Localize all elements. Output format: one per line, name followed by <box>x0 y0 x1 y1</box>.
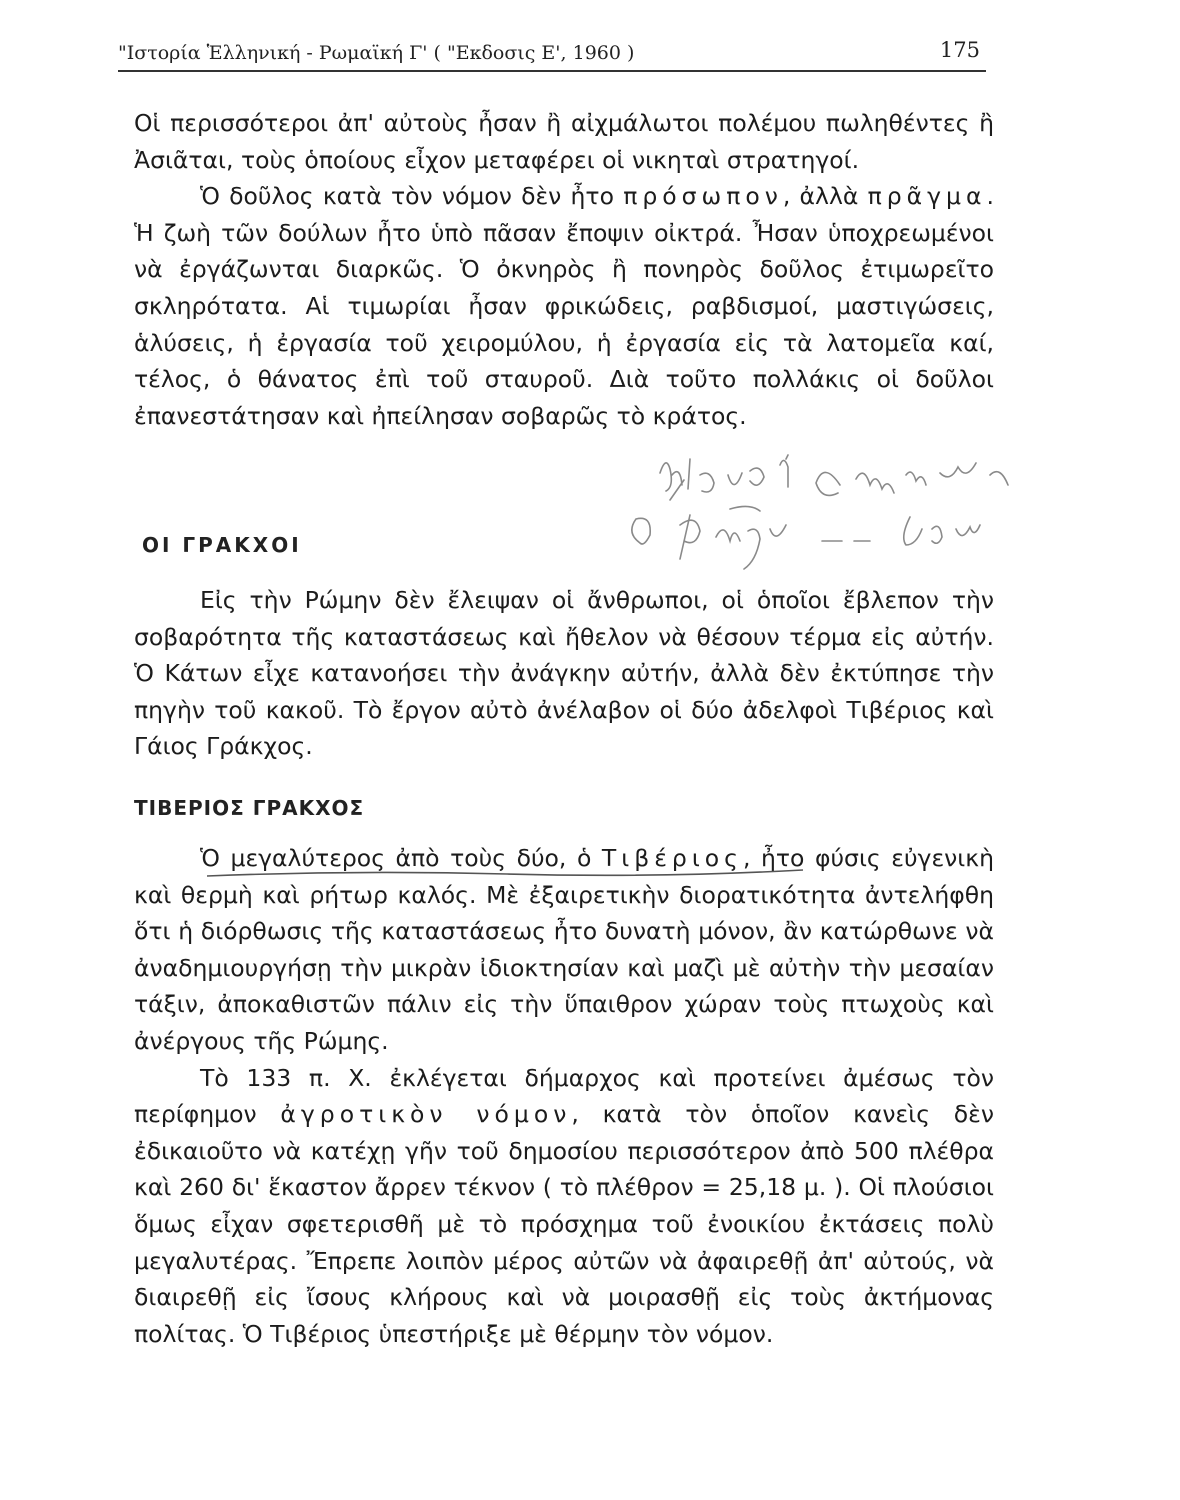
spaced-word-prosopon: πρόσωπον <box>623 182 783 211</box>
spaced-word-agrarian-law: ἀγροτικὸν νόμον <box>280 1100 572 1129</box>
paragraph-slave-condition: Ὁ δοῦλος κατὰ τὸν νόμον δὲν ἦτο πρόσωπον, ἀλλὰ πρᾶγμα. Ἡ ζωὴ τῶν δούλων ἦτο ὑπὸ πᾶσαν ἔποψιν οἰκτρά. Ἦσαν ὑποχρεωμένοι νὰ ἐργάζωνται διαρκῶς. Ὁ ὀκνηρὸς ἢ πονηρὸς δοῦλος ἐτιμωρεῖτο σκληρότατα. Αἱ τιμωρίαι ἦσαν φρικώδεις, ραβδισμοί, μαστιγώσεις, ἁλύσεις, ἡ ἐργασία τοῦ χειρομύλου, ἡ ἐργασία εἰς τὰ λατομεῖα καί, τέλος, ὁ θάνατος ἐπὶ τοῦ σταυροῦ. Διὰ τοῦτο πολλάκις οἱ δοῦλοι ἐπανεστάτησαν καὶ ἠπείλησαν σοβαρῶς τὸ κράτος. <box>134 182 994 430</box>
spaced-word-pragma: πρᾶγμα <box>867 182 987 211</box>
pencil-underline <box>205 868 805 882</box>
section-slaves <box>134 105 994 434</box>
section-heading-gracchi: ΟΙ ΓΡΑΚΧΟΙ <box>142 533 302 557</box>
paragraph-agrarian-law: Τὸ 133 π. Χ. ἐκλέγεται δήμαρχος καὶ προτείνει ἀμέσως τὸν περίφημον ἀγροτικὸν νόμον, κατὰ τὸν ὁποῖον κανεὶς δὲν ἐδικαιοῦτο νὰ κατέχῃ γῆν τοῦ δημοσίου περισσότερον ἀπὸ 500 πλέθρα καὶ 260 δι' ἕκαστον ἄρρεν τέκνον ( τὸ πλέθρον = 25,18 μ. ). Οἱ πλούσιοι ὅμως εἶχαν σφετερισθῆ μὲ τὸ πρόσχημα τοῦ ἐνοικίου ἐκτάσεις πολὺ μεγαλυτέρας. Ἔπρεπε λοιπὸν μέρος αὐτῶν νὰ ἀφαιρεθῇ ἀπ' αὐτούς, νὰ διαιρεθῇ εἰς ἴσους κλήρους καὶ νὰ μοιρασθῇ εἰς τοὺς ἀκτήμονας πολίτας. Ὁ Τιβέριος ὑπεστήριξε μὲ θέρμην τὸν νόμον. <box>134 1063 995 1348</box>
section-tiberius <box>134 840 994 1352</box>
paragraph-slaves-origin: Οἱ περισσότεροι ἀπ' αὐτοὺς ἦσαν ἢ αἰχμάλωτοι πολέμου πωληθέντες ἢ Ἀσιᾶται, τοὺς ὁποίους εἶχον μεταφέρει οἱ νικηταὶ στρατηγοί. <box>134 109 994 174</box>
section-heading-tiberius: ΤΙΒΕΡΙΟΣ ΓΡΑΚΧΟΣ <box>134 796 365 820</box>
paragraph-tiberius-character: Ὁ μεγαλύτερος ἀπὸ τοὺς δύο, ὁ Τιβέριος, ἦτο φύσις εὐγενικὴ καὶ θερμὴ καὶ ρήτωρ καλός. Μὲ ἐξαιρετικὴν διορατικότητα ἀντελήφθη ὅτι ἡ διόρθωσις τῆς καταστάσεως ἦτο δυνατὴ μόνον, ἂν κατώρθωνε νὰ ἀναδημιουργήσῃ τὴν μικρὰν ἰδιοκτησίαν καὶ μαζὶ μὲ αὐτὴν τὴν μεσαίαν τάξιν, ἀποκαθιστῶν πάλιν εἰς τὴν ὕπαιθρον χώραν τοὺς πτωχοὺς καὶ ἀνέργους τῆς Ρώμης. <box>134 844 994 1055</box>
header-rule <box>118 70 986 72</box>
running-header <box>118 38 980 72</box>
paragraph-gracchi-intro: Εἰς τὴν Ρώμην δὲν ἔλειψαν οἱ ἄνθρωποι, οἱ ὁποῖοι ἔβλεπον τὴν σοβαρότητα τῆς καταστάσεως καὶ ἤθελον νὰ θέσουν τέρμα εἰς αὐτήν. Ὁ Κάτων εἶχε κατανοήσει τὴν ἀνάγκην αὐτήν, ἀλλὰ δὲν ἐκτύπησε τὴν πηγὴν τοῦ κακοῦ. Τὸ ἔργον αὐτὸ ἀνέλαβον οἱ δύο ἀδελφοὶ Τιβέριος καὶ Γάιος Γράκχος. <box>134 586 994 761</box>
spaced-word-tiberios: Τιβέριος <box>601 844 743 872</box>
section-gracchi <box>134 582 994 765</box>
handwritten-annotation <box>610 445 1130 585</box>
page-number: 175 <box>939 38 980 62</box>
book-title: "Ιστορία Ἑλληνική - Ρωμαϊκή Γ' ( "Εκδοσις Ε', 1960 ) <box>118 42 635 64</box>
